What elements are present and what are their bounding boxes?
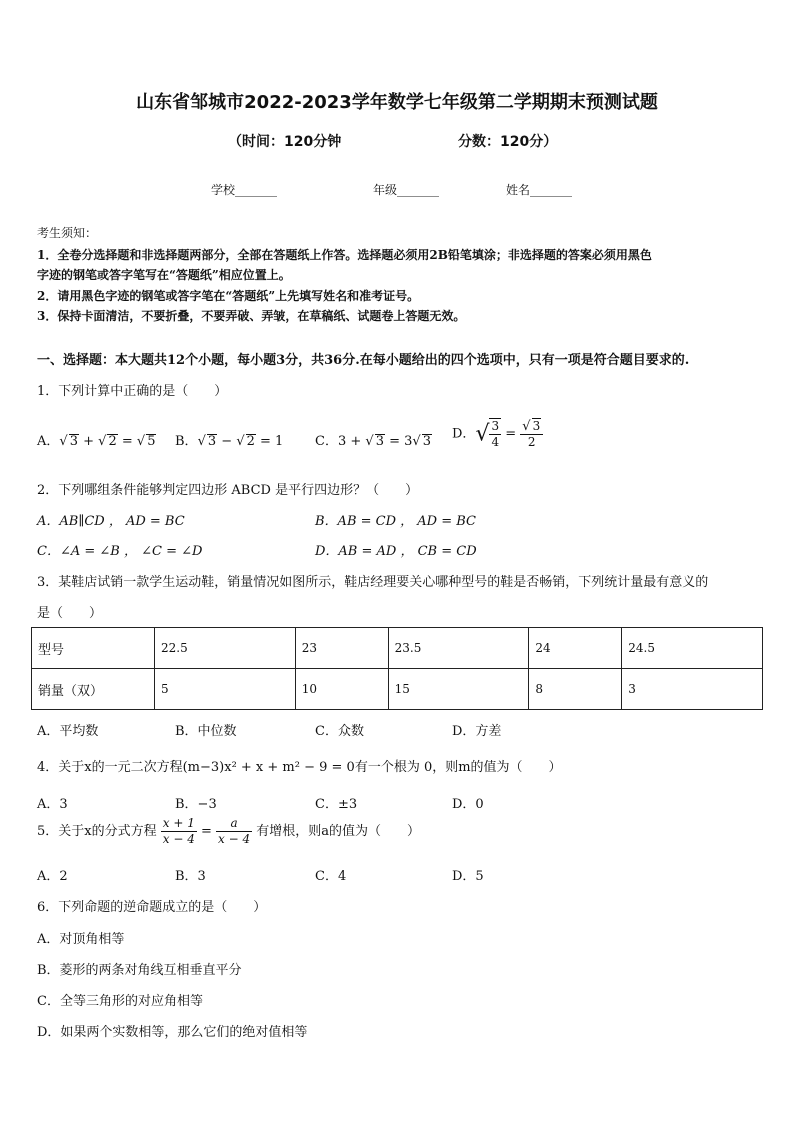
question-4-option-a: A．3 xyxy=(37,797,68,812)
question-5-option-c: C．4 xyxy=(315,869,347,884)
question-4-stem: 4．关于x的一元二次方程(m−3)x² + x + m² − 9 = 0有一个根为 0，则m的值为（ ） xyxy=(37,760,562,775)
option-label: C． xyxy=(315,434,338,449)
exam-score: 分数：120分） xyxy=(458,134,558,150)
question-1-stem: 1．下列计算中正确的是（ ） xyxy=(37,384,228,399)
question-4-option-b: B．−3 xyxy=(175,797,217,812)
table-cell: 22.5 xyxy=(155,628,296,669)
question-3-option-d: D．方差 xyxy=(452,724,502,739)
question-2-option-c: C．∠A = ∠B ， ∠C = ∠D xyxy=(37,544,203,559)
equals-sign: = xyxy=(200,824,212,839)
question-5-option-b: B．3 xyxy=(175,869,206,884)
table-row xyxy=(32,628,763,669)
option-label: B． xyxy=(175,434,198,449)
question-2-option-b: B．AB = CD ， AD = BC xyxy=(315,514,476,529)
question-5-stem xyxy=(37,816,420,847)
question-3-option-c: C．众数 xyxy=(315,724,364,739)
question-1-option-c: C．3 + √ 3 = 3√ 3 xyxy=(315,434,431,449)
question-1-option-d: D．√ $\frac{3}{4}$ = $\frac{√ 3}{2}$ xyxy=(452,418,543,450)
table-cell: 23 xyxy=(295,628,388,669)
table-cell: 5 xyxy=(155,669,296,710)
table-cell: 10 xyxy=(295,669,388,710)
question-3-stem: 3．某鞋店试销一款学生运动鞋，销量情况如图所示，鞋店经理要关心哪种型号的鞋是否畅销，下列统计量最有意义的 xyxy=(37,575,709,590)
option-label: A． xyxy=(37,434,60,449)
question-5-prefix: 5．关于x的分式方程 xyxy=(37,824,157,839)
table-cell: 24.5 xyxy=(622,628,763,669)
exam-title: 山东省邹城市2022-2023学年数学七年级第二学期期末预测试题 xyxy=(136,92,658,113)
table-cell: 3 xyxy=(622,669,763,710)
table-cell: 24 xyxy=(529,628,622,669)
question-1-option-a: A．√ 3 + √ 2 = √ 5 xyxy=(37,434,156,449)
table-cell: 型号 xyxy=(32,628,155,669)
school-field: 学校_______ xyxy=(211,183,278,197)
question-1-option-b: B．√ 3 − √ 2 = 1 xyxy=(175,434,284,449)
question-4-option-d: D．0 xyxy=(452,797,484,812)
question-4-option-c: C．±3 xyxy=(315,797,358,812)
question-2-option-d: D．AB = AD ， CB = CD xyxy=(315,544,477,559)
table-row xyxy=(32,669,763,710)
name-field: 姓名_______ xyxy=(506,183,573,197)
question-6-option-b: B．菱形的两条对角线互相垂直平分 xyxy=(37,963,242,978)
table-cell: 23.5 xyxy=(388,628,529,669)
table-cell: 销量（双） xyxy=(32,669,155,710)
option-label: D． xyxy=(452,426,476,442)
question-6-option-c: C．全等三角形的对应角相等 xyxy=(37,994,203,1009)
question-6-option-a: A．对顶角相等 xyxy=(37,932,125,947)
table-cell: 15 xyxy=(388,669,529,710)
question-2-option-a: A．AB∥CD ， AD = BC xyxy=(37,514,185,529)
shoe-sales-table xyxy=(31,627,763,710)
question-5-option-a: A．2 xyxy=(37,869,68,884)
question-3-option-a: A．平均数 xyxy=(37,724,99,739)
question-2-stem: 2．下列哪组条件能够判定四边形 ABCD 是平行四边形？（ ） xyxy=(37,483,419,498)
notice-item-2: 2．请用黑色字迹的钢笔或答字笔在“答题纸”上先填写姓名和准考证号。 xyxy=(37,289,420,303)
question-5-suffix: 有增根，则a的值为（ ） xyxy=(256,824,421,839)
question-6-stem: 6．下列命题的逆命题成立的是（ ） xyxy=(37,900,267,915)
question-5-option-d: D．5 xyxy=(452,869,484,884)
question-3-option-b: B．中位数 xyxy=(175,724,237,739)
table-cell: 8 xyxy=(529,669,622,710)
notice-item-1-cont: 字迹的钢笔或答字笔写在“答题纸”相应位置上。 xyxy=(37,268,291,282)
fraction-left: $\frac{x + 1}{x - 4}$ xyxy=(162,816,195,846)
notice-item-1: 1．全卷分选择题和非选择题两部分，全部在答题纸上作答。选择题必须用2B铅笔填涂；非选择题的答案必须用黑色 xyxy=(37,248,652,262)
question-6-option-d: D．如果两个实数相等，那么它们的绝对值相等 xyxy=(37,1025,308,1040)
notice-heading: 考生须知： xyxy=(37,226,98,240)
exam-time: （时间：120分钟 xyxy=(228,134,342,150)
fraction-right: $\frac{a}{x - 4}$ xyxy=(218,816,251,846)
grade-field: 年级_______ xyxy=(373,183,440,197)
question-3-stem-cont: 是（ ） xyxy=(37,606,103,621)
section-heading: 一、选择题：本大题共12个小题，每小题3分，共36分.在每小题给出的四个选项中，只有一项是符合题目要求的. xyxy=(37,353,690,368)
notice-item-3: 3．保持卡面清洁，不要折叠，不要弄破、弄皱，在草稿纸、试题卷上答题无效。 xyxy=(37,309,466,323)
